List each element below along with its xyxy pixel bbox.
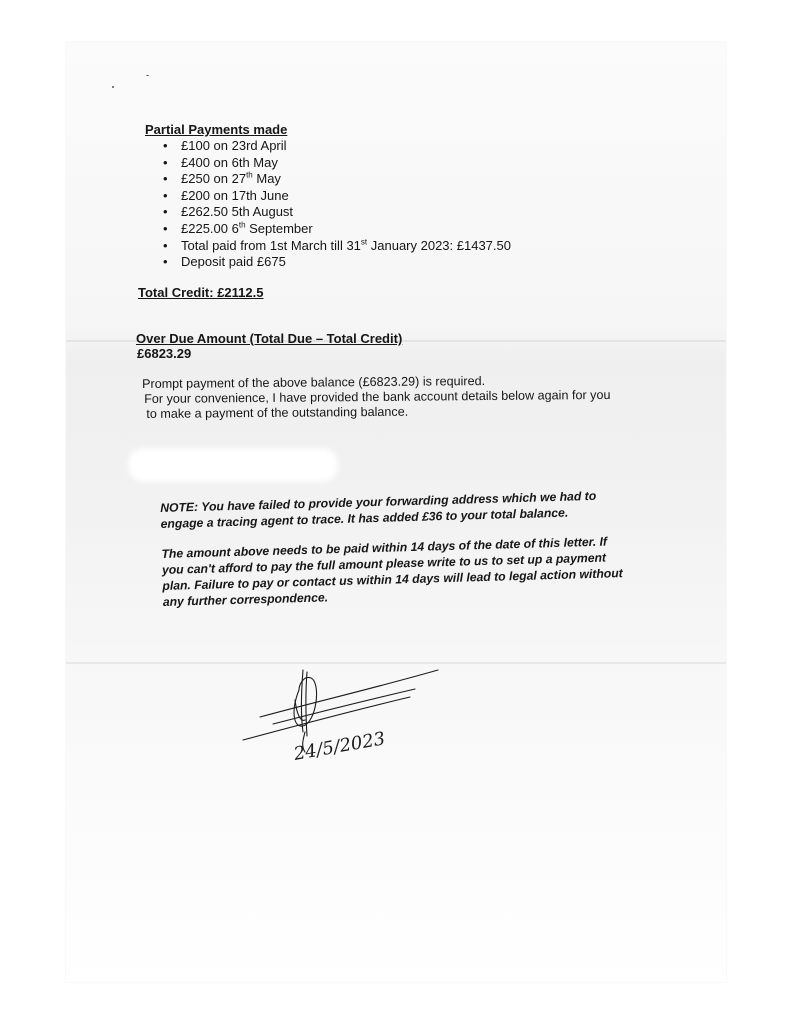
payment-request-paragraph bbox=[142, 372, 662, 422]
total-credit-heading: Total Credit: £2112.5 bbox=[138, 285, 264, 300]
payment-text: January 2023: £1437.50 bbox=[367, 237, 511, 253]
overdue-heading: Over Due Amount (Total Due – Total Credit) bbox=[136, 331, 403, 346]
handwritten-signature bbox=[235, 660, 455, 765]
payment-text: £250 on 27 bbox=[181, 171, 247, 187]
legal-warning-note: The amount above needs to be paid within 14 days of the date of this letter. If you can't afford to pay the full amount please write to us to set up a payment plan. Failure to pay or contact us within 14 days will lead to legal action without any further correspondence. bbox=[161, 534, 623, 609]
payment-request-line: to make a payment of the outstanding balance. bbox=[146, 404, 409, 421]
payment-text: £225.00 6 bbox=[181, 220, 239, 236]
payment-list-item bbox=[163, 221, 511, 238]
payment-list-item bbox=[163, 204, 511, 221]
tracing-agent-note: NOTE: You have failed to provide your forwarding address which we had to engage a tracing agent to trace. It has added £36 to your total balance. bbox=[160, 488, 597, 531]
payment-text: £200 on 17th June bbox=[181, 187, 289, 203]
payment-text: £262.50 5th August bbox=[181, 204, 294, 220]
redacted-bank-details bbox=[128, 448, 338, 482]
payment-text: £100 on 23rd April bbox=[181, 138, 287, 153]
signature-date: 24/5/2023 bbox=[292, 728, 387, 765]
payment-list-item bbox=[163, 254, 511, 271]
payment-text: Total paid from 1st March till 31 bbox=[181, 237, 361, 253]
payments-heading: Partial Payments made bbox=[145, 122, 288, 137]
payment-text: £400 on 6th May bbox=[181, 154, 278, 170]
paper-speck bbox=[112, 86, 114, 88]
payment-list-item bbox=[163, 171, 511, 188]
ordinal-suffix: th bbox=[246, 170, 253, 180]
payment-list-item bbox=[163, 155, 511, 172]
payments-list bbox=[163, 138, 511, 271]
overdue-amount: £6823.29 bbox=[137, 346, 192, 361]
payment-request-line: For your convenience, I have provided the bank account details below again for you bbox=[144, 387, 611, 406]
note-section bbox=[160, 487, 633, 610]
payment-text: May bbox=[252, 171, 281, 187]
payment-list-item bbox=[163, 188, 511, 205]
payment-list-item bbox=[163, 138, 511, 155]
payment-text: September bbox=[245, 220, 313, 236]
payment-list-item bbox=[163, 238, 511, 255]
ordinal-suffix: st bbox=[360, 237, 368, 247]
ordinal-suffix: th bbox=[238, 220, 246, 230]
payment-request-line: Prompt payment of the above balance (£6823.29) is required. bbox=[142, 374, 486, 391]
payment-text: Deposit paid £675 bbox=[181, 254, 286, 270]
paper-speck bbox=[146, 75, 149, 76]
